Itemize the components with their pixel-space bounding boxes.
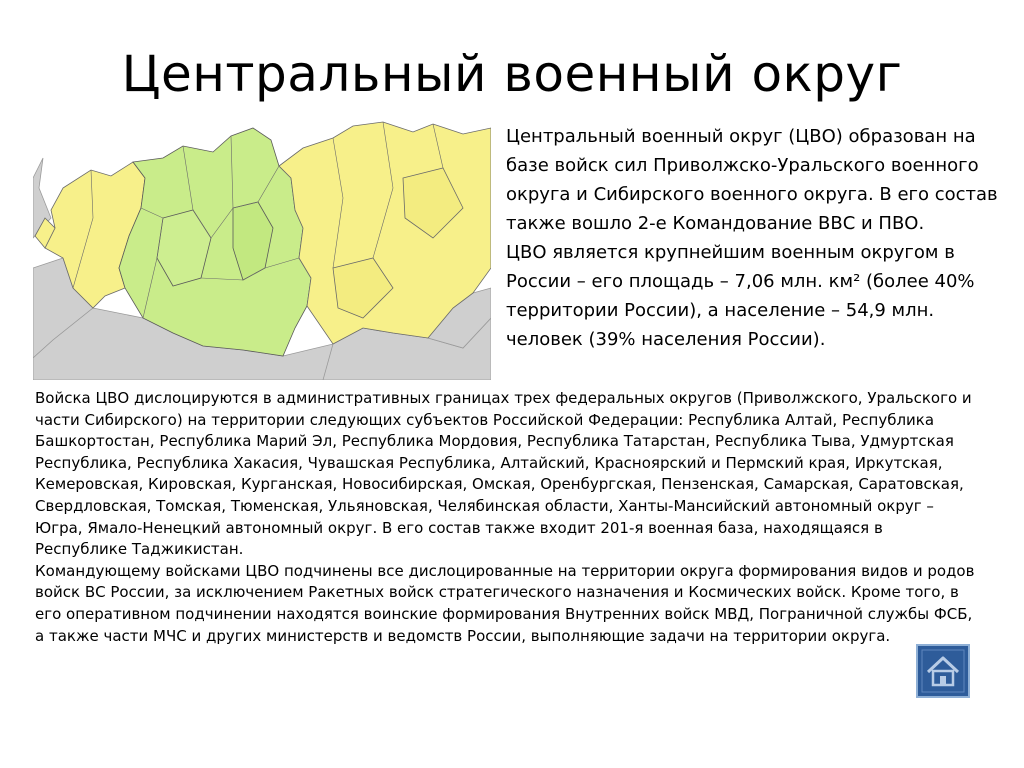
body-text xyxy=(35,388,975,647)
body-paragraph: Командующему войсками ЦВО подчинены все дислоцированные на территории округа формирования видов и родов войск ВС России, за исключением Ракетных войск стратегического назначения и Космических войск. Кроме того, в его оперативном подчинении находятся воинские формирования Внутренних войск МВД, Пограничной службы ФСБ, а также части МЧС и других министерств и ведомств России, выполняющие задачи на территории округа. xyxy=(35,561,975,645)
intro-paragraph: Центральный военный округ (ЦВО) образован на базе войск сил Приволжско-Уральского военного округа и Сибирского военного округа. В его состав также вошло 2-е Командование ВВС и ПВО. xyxy=(506,126,998,234)
russia-map-image xyxy=(33,118,491,380)
home-button[interactable] xyxy=(916,644,970,698)
home-icon xyxy=(918,646,968,696)
intro-paragraph: ЦВО является крупнейшим военным округом в России – его площадь – 7,06 млн. км² (более 40% территории России), а население – 54,9 млн. человек (39% населения России). xyxy=(506,242,975,350)
intro-text xyxy=(506,122,1006,354)
body-paragraph: Войска ЦВО дислоцируются в административных границах трех федеральных округов (Приволжского, Уральского и части Сибирского) на территории следующих субъектов Российской Федерации: Республика Алтай, Республика Башкортостан, Республика Марий Эл, Республика Мордовия, Республика Татарстан, Республика Тыва, Удмуртская Республика, Республика Хакасия, Чувашская Республика, Алтайский, Красноярский и Пермский края, Иркутская, Кемеровская, Кировская, Курганская, Новосибирская, Омская, Оренбургская, Пензенская, Самарская, Саратовская, Свердловская, Томская, Тюменская, Ульяновская, Челябинская области, Ханты-Мансийский автономный округ – Югра, Ямало-Ненецкий автономный округ. В его состав также входит 201-я военная база, находящаяся в Республике Таджикистан. xyxy=(35,389,972,559)
slide-title: Центральный военный округ xyxy=(121,45,903,103)
